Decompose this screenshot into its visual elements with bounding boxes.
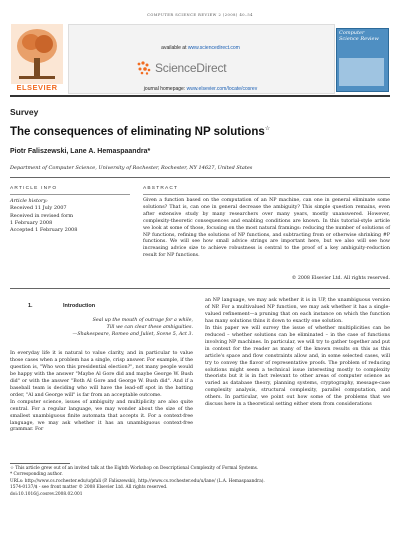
journal-header-box <box>68 24 335 94</box>
epigraph-line: Till we can clear these ambiguities. <box>106 324 193 330</box>
cover-title: Computer Science Review <box>339 30 379 42</box>
header-rule <box>10 95 390 97</box>
section-title: Introduction <box>63 303 96 309</box>
epigraph-line: Seal up the mouth of outrage for a while, <box>92 318 193 323</box>
epigraph-attribution: —Shakespeare, Romeo and Juliet, Scene 5, Act 3. <box>72 331 193 337</box>
elsevier-tree-logo <box>11 24 63 84</box>
body-left-column: In everyday life it is natural to value clarity, and in particular to value those cases when a problem has a single, crisp answer. For example, if the question is, "Who won this presidential election?", not many people would be happy with the answer "Maybe Al Gore did and maybe George W. Bush did" or with the answer "Both Al Gore and George W. Bush did". And if a baseball team is deciding who will have the lead-off spot in the batting order, "Al and George will" is far from an acceptable outcome. In computer science, issues of ambiguity and multiplicity are also quite central. For a regular language, we may wonder about the size of the smallest unambiguous finite automata that accepts it. For a context-free language, we may ask whether it has an unambiguous context-free grammar. For <box>10 351 193 433</box>
footnotes <box>10 466 390 498</box>
sciencedirect-link[interactable]: www.sciencedirect.com <box>187 45 240 51</box>
abstract-label: ABSTRACT <box>143 186 179 191</box>
history-line: Accepted 1 February 2008 <box>10 227 78 234</box>
cover-art <box>339 58 384 86</box>
title-text: The consequences of eliminating NP solutions <box>10 125 265 138</box>
history-label: Article history: <box>10 198 48 204</box>
doi-line[interactable]: doi:10.1016/j.cosrev.2008.02.001 <box>10 491 83 497</box>
history-line: Received 11 July 2007 <box>10 205 67 212</box>
section-number: 1. <box>28 303 33 309</box>
journal-homepage-line <box>68 86 333 92</box>
info-rule <box>10 194 130 195</box>
epigraph <box>60 318 193 339</box>
available-prefix: available at <box>161 45 187 51</box>
history-line: 1 February 2008 <box>10 219 53 226</box>
body-rule <box>10 288 390 289</box>
running-head: COMPUTER SCIENCE REVIEW 2 (2008) 40–54 <box>147 13 253 17</box>
front-matter-line: 1574-0137/$ - see front matter © 2008 Elsevier Ltd. All rights reserved. <box>10 485 168 491</box>
footnote-rule <box>10 463 70 464</box>
authors: Piotr Faliszewski, Lane A. Hemaspaandra* <box>10 148 151 155</box>
abstract-rule <box>143 194 390 195</box>
footnote: URLs: http://www.cs.rochester.edu/u/pfali (P. Faliszewski), http://www.cs.rochester.edu/u/lane/ (L.A. Hemaspaandra). <box>10 478 265 484</box>
article-type: Survey <box>10 107 39 117</box>
abstract-copyright: © 2008 Elsevier Ltd. All rights reserved. <box>291 276 390 281</box>
abstract-text: Given a function based on the computation of an NP machine, can one in general eliminate some solutions? That is, can one in general decrease the ambiguity? This simple question remains, even after extensive study by many researchers over many years, mostly unanswered. However, complexity-theoretic consequences and enabling conditions are known. In this tutorial-style article we look at some of those, focusing on the most natural framings: reducing the number of solutions of NP functions, refining the solutions of NP functions, and subtracting from or otherwise shrinking #P functions. We will see how small advice strings are important here, but we also will see how increasing advice size to achieve robustness is central to the proof of a key ambiguity-reduction result for NP functions. <box>143 198 390 259</box>
article-history <box>10 198 130 234</box>
affiliation-rule <box>10 177 390 178</box>
sciencedirect-brand: ScienceDirect <box>155 61 227 75</box>
body-right-column: an NP language, we may ask whether it is in UP, the unambiguous version of NP. For a multivalued NP function, we may ask whether it has a single-valued refinement—a pruning that on each instance on which the function has many solutions thins it down to exactly one solution. In this paper we will survey the issue of whether multiplicities can be reduced – whether solutions can be eliminated – in the case of functions involving NP machines. In particular, we will try to gather together and put in context for the reader as many of the known results on this as this article's space and flow constraints allow and, in some selected cases, will try to convey the flavor of representative proofs. The problem of reducing solutions might seem a technical issue interesting mostly to complexity theorists but it is in fact relevant to other areas of computer science as varied as database theory, planning systems, cryptography, message-case complexity analysis, structural complexity, parallel computation, and others. In particular, we point out how some of the problems that we discuss here in a theoretical setting either stem from considerations <box>205 298 390 408</box>
footnote: ☆ This article grew out of an invited talk at the Eighth Workshop on Descriptional Complexity of Formal Systems. <box>10 466 259 471</box>
history-line: Received in revised form <box>10 212 74 219</box>
affiliation: Department of Computer Science, University of Rochester, Rochester, NY 14627, United States <box>10 165 253 171</box>
journal-homepage-link[interactable]: www.elsevier.com/locate/cosrev <box>186 86 258 92</box>
available-at-line <box>68 45 333 51</box>
article-title <box>10 125 270 138</box>
title-footnote-mark[interactable]: ☆ <box>264 126 271 132</box>
homepage-prefix: journal homepage: <box>143 86 186 92</box>
publisher-logo-text: ELSEVIER <box>16 83 58 92</box>
sciencedirect-dots-icon <box>136 60 152 76</box>
article-info-label: ARTICLE INFO <box>10 186 58 191</box>
footnote: * Corresponding author. <box>10 472 63 478</box>
